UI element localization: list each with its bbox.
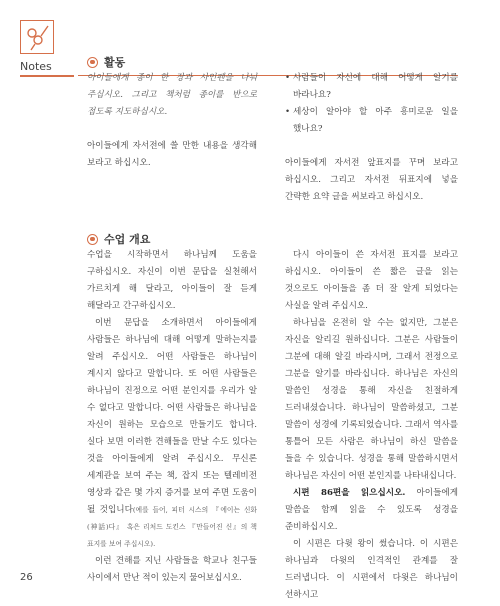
- page-number: 26: [20, 572, 33, 583]
- overview-left-column: [87, 247, 257, 587]
- notes-rule: [20, 75, 74, 77]
- overview-right-p1: 다시 아이들이 쓴 자서전 표지를 보라고 하십시오. 아이들이 쓴 짧은 글을 읽는 것으로도 아이들을 좀 더 잘 알게 되었다는 사실을 알려 주십시오.: [285, 250, 458, 311]
- overview-left-p2-text: 이번 문답을 소개하면서 아이들에게 사람들은 하나님에 대해 어떻게 말하는지를 알려 주십시오. 어떤 사람들은 하나님이 계시지 않다고 말합니다. 또 어떤 사람들은 하나님이 진정으로 어떤 분인지를 우리가 알 수 없다고 말합니다. 어떤 사람들은 하나님을 자신이 원하는 모습으로 만들기도 합니다. 실다 보면 이러한 견해들을 만날 수도 있다는 것을 아이들에게 알려 주십시오. 무신론 세계관을 보여 주는 책, 잡지 또는 텔레비전 영상과 같은 몇 가지 증거를 보여 주면 도움이 될 것입니다: [87, 318, 257, 515]
- section-bullet-icon: [87, 234, 98, 245]
- activity-followup-left: 아이들에게 자서전에 쓸 만한 내용을 생각해 보라고 하십시오.: [87, 141, 257, 168]
- notes-label: Notes: [20, 60, 52, 73]
- overview-right-p3: [285, 485, 458, 536]
- overview-left-p2-note: (예를 들어, 피터 시스의 『에이는 신화(神話)다』 혹은 리처드 도킨스 『만들어진 신』의 책 표지를 보여 주십시오).: [87, 506, 257, 548]
- overview-right-p4: 이 시편은 다윗 왕이 썼습니다. 이 시편은 하나님과 다윗의 인격적인 관계를 잘 드러냅니다. 이 시편에서 다윗은 하나님이 선하시고: [285, 539, 458, 600]
- overview-left-p2: [87, 315, 257, 553]
- overview-right-column: [285, 247, 458, 604]
- list-item: • 세상이 알아야 할 아주 흥미로운 일을 했나요?: [285, 104, 458, 138]
- logo-box: [20, 20, 54, 54]
- activity-left-column: [87, 70, 257, 172]
- activity-followup-right: 아이들에게 자서전 앞표지를 꾸며 보라고 하십시오. 그리고 자서전 뒤표지에 넣을 간략한 요약 글을 써보라고 하십시오.: [285, 158, 458, 202]
- overview-left-p3: 이런 견해를 지닌 사람들을 학교나 친구들 사이에서 만난 적이 있는지 물어보십시오.: [87, 556, 257, 583]
- list-item: • 사람들이 자신에 대해 어떻게 알기를 바라나요?: [285, 70, 458, 104]
- overview-right-p2: 하나님을 온전히 알 수는 없지만, 그분은 자신을 알리길 원하십니다. 그분은 사람들이 그분에 대해 알길 바라시며, 그래서 전정으로 그분을 알기를 바라십니다. 하나님은 자신의 말씀인 성경을 통해 자신을 친절하게 드러내셨습니다. 하나님이 말씀하셨고, 그분 말씀이 성경에 기록되었습니다. 그래서 역사를 통틀어 모든 사람은 하나님이 하신 말씀을 들을 수 있습니다. 성경을 통해 말씀하시면서 하나님은 자신이 어떤 분인지를 나타내십니다.: [285, 318, 458, 481]
- activity-instruction: 아이들에게 종이 한 장과 사인펜을 나눠 주십시오. 그리고 책처럼 종이를 반으로 접도록 지도하십시오.: [87, 73, 257, 117]
- overview-title: 수업 개요: [104, 233, 151, 246]
- activity-right-column: [285, 70, 458, 206]
- activity-question-list: [285, 70, 458, 138]
- section-bullet-icon: [87, 57, 98, 68]
- overview-heading: [87, 231, 150, 247]
- activity-title: 활동: [104, 56, 126, 69]
- overview-left-p1: 수업을 시작하면서 하나님께 도움을 구하십시오. 자신이 이번 문답을 실천해서 가르치게 해 달라고, 아이들이 잘 듣게 해달라고 간구하십시오.: [87, 250, 257, 311]
- activity-heading: [87, 54, 125, 70]
- overview-right-p3-rest: 아이들에게 말씀을 함께 읽을 수 있도록 성경을 준비하십시오.: [285, 488, 458, 532]
- scripture-reading-instruction: 시편 86편을 읽으십시오.: [293, 488, 406, 498]
- pen-and-hand-icon: [21, 21, 53, 53]
